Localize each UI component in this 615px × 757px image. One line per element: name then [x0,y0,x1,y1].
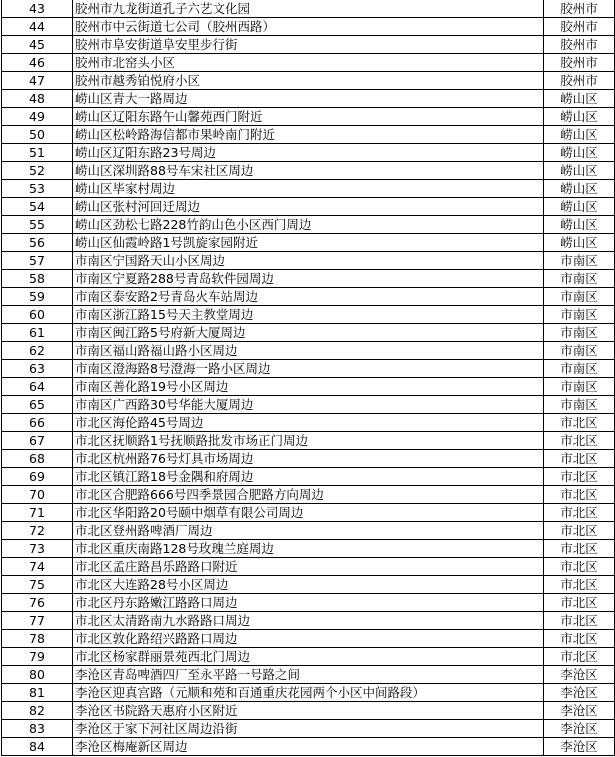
district-cell: 市南区 [544,252,615,270]
row-number-cell: 79 [2,648,73,666]
district-cell: 市北区 [544,522,615,540]
table-row [2,234,615,252]
row-number-cell: 82 [2,702,73,720]
district-cell: 市南区 [544,378,615,396]
location-cell: 李沧区于家下河社区周边沿街 [73,720,544,738]
row-number-cell: 67 [2,432,73,450]
row-number-cell: 83 [2,720,73,738]
table-row [2,252,615,270]
table-row [2,648,615,666]
location-cell: 市北区合肥路666号四季景园合肥路方向周边 [73,486,544,504]
table-row [2,576,615,594]
table-row [2,342,615,360]
table-row [2,432,615,450]
row-number-cell: 64 [2,378,73,396]
district-cell: 市南区 [544,324,615,342]
district-cell: 崂山区 [544,234,615,252]
location-cell: 李沧区梅庵新区周边 [73,738,544,756]
district-cell: 市南区 [544,270,615,288]
row-number-cell: 52 [2,162,73,180]
row-number-cell: 55 [2,216,73,234]
district-cell: 市北区 [544,630,615,648]
district-cell: 崂山区 [544,108,615,126]
district-cell: 市南区 [544,396,615,414]
district-cell: 市北区 [544,486,615,504]
location-cell: 市南区善化路19号小区周边 [73,378,544,396]
row-number-cell: 71 [2,504,73,522]
table-row [2,126,615,144]
row-number-cell: 75 [2,576,73,594]
location-cell: 市北区登州路啤酒厂周边 [73,522,544,540]
table-row [2,162,615,180]
location-cell: 市北区重庆南路128号玫瑰兰庭周边 [73,540,544,558]
row-number-cell: 63 [2,360,73,378]
table-row [2,216,615,234]
district-cell: 李沧区 [544,684,615,702]
location-cell: 李沧区书院路天惠府小区附近 [73,702,544,720]
district-cell: 市北区 [544,540,615,558]
table-row [2,324,615,342]
location-cell: 崂山区辽阳东路午山馨苑西门附近 [73,108,544,126]
location-cell: 市南区泰安路2号青岛火车站周边 [73,288,544,306]
table-row [2,540,615,558]
location-cell: 崂山区松岭路海信都市果岭南门附近 [73,126,544,144]
district-cell: 崂山区 [544,216,615,234]
district-cell: 市北区 [544,450,615,468]
location-cell: 市南区宁夏路288号青岛软件园周边 [73,270,544,288]
location-cell: 市北区太清路南九水路路口周边 [73,612,544,630]
location-cell: 市北区杭州路76号灯具市场周边 [73,450,544,468]
table-row [2,486,615,504]
district-cell: 李沧区 [544,720,615,738]
row-number-cell: 43 [2,0,73,18]
location-cell: 崂山区张村河回迁周边 [73,198,544,216]
row-number-cell: 50 [2,126,73,144]
location-cell: 市北区孟庄路昌乐路路口附近 [73,558,544,576]
row-number-cell: 81 [2,684,73,702]
location-cell: 胶州市九龙街道孔子六艺文化园 [73,0,544,18]
table-row [2,180,615,198]
table-row [2,522,615,540]
row-number-cell: 77 [2,612,73,630]
table-row [2,666,615,684]
row-number-cell: 58 [2,270,73,288]
location-cell: 市北区丹东路嫩江路路口周边 [73,594,544,612]
location-cell: 市南区广西路30号华能大厦周边 [73,396,544,414]
table-row [2,594,615,612]
table-row [2,144,615,162]
table-row [2,72,615,90]
row-number-cell: 65 [2,396,73,414]
district-cell: 市北区 [544,612,615,630]
location-cell: 市南区澄海路8号澄海一路小区周边 [73,360,544,378]
location-cell: 市北区海伦路45号周边 [73,414,544,432]
row-number-cell: 62 [2,342,73,360]
district-cell: 市南区 [544,306,615,324]
district-cell: 市北区 [544,594,615,612]
district-cell: 市北区 [544,576,615,594]
row-number-cell: 47 [2,72,73,90]
district-cell: 胶州市 [544,18,615,36]
location-cell: 市北区抚顺路1号抚顺路批发市场正门周边 [73,432,544,450]
table-row [2,378,615,396]
row-number-cell: 44 [2,18,73,36]
district-cell: 胶州市 [544,72,615,90]
table-row [2,90,615,108]
location-cell: 崂山区劲松七路228竹韵山色小区西门周边 [73,216,544,234]
district-cell: 李沧区 [544,738,615,756]
location-cell: 市南区浙江路15号天主教堂周边 [73,306,544,324]
locations-table [1,0,615,756]
row-number-cell: 54 [2,198,73,216]
row-number-cell: 73 [2,540,73,558]
location-cell: 李沧区迎真宫路（元顺和苑和百通重庆花园两个小区中间路段） [73,684,544,702]
row-number-cell: 74 [2,558,73,576]
table-row [2,18,615,36]
row-number-cell: 66 [2,414,73,432]
district-cell: 胶州市 [544,36,615,54]
district-cell: 崂山区 [544,144,615,162]
row-number-cell: 68 [2,450,73,468]
table-row [2,54,615,72]
table-row [2,414,615,432]
row-number-cell: 80 [2,666,73,684]
district-cell: 市北区 [544,468,615,486]
table-row [2,288,615,306]
table-row [2,270,615,288]
location-cell: 崂山区青大一路周边 [73,90,544,108]
table-body [2,0,615,756]
table-row [2,468,615,486]
district-cell: 崂山区 [544,180,615,198]
table-row [2,738,615,756]
table-row [2,36,615,54]
table-row [2,720,615,738]
district-cell: 崂山区 [544,198,615,216]
row-number-cell: 60 [2,306,73,324]
row-number-cell: 57 [2,252,73,270]
table-row [2,396,615,414]
table-row [2,558,615,576]
district-cell: 市北区 [544,648,615,666]
table-row [2,198,615,216]
table-row [2,306,615,324]
row-number-cell: 51 [2,144,73,162]
district-cell: 胶州市 [544,0,615,18]
row-number-cell: 78 [2,630,73,648]
district-cell: 崂山区 [544,162,615,180]
location-cell: 市北区杨家群丽景苑西北门周边 [73,648,544,666]
district-cell: 崂山区 [544,90,615,108]
location-cell: 市北区大连路28号小区周边 [73,576,544,594]
table-row [2,504,615,522]
district-cell: 市北区 [544,504,615,522]
row-number-cell: 45 [2,36,73,54]
location-cell: 胶州市阜安街道阜安里步行街 [73,36,544,54]
table-row [2,702,615,720]
row-number-cell: 48 [2,90,73,108]
table-row [2,450,615,468]
district-cell: 李沧区 [544,666,615,684]
row-number-cell: 56 [2,234,73,252]
row-number-cell: 49 [2,108,73,126]
row-number-cell: 76 [2,594,73,612]
table-row [2,108,615,126]
row-number-cell: 70 [2,486,73,504]
row-number-cell: 61 [2,324,73,342]
location-cell: 市南区福山路福山路小区周边 [73,342,544,360]
row-number-cell: 53 [2,180,73,198]
district-cell: 市北区 [544,432,615,450]
table-row [2,684,615,702]
district-cell: 市南区 [544,288,615,306]
row-number-cell: 46 [2,54,73,72]
row-number-cell: 72 [2,522,73,540]
location-cell: 市北区敦化路绍兴路路口周边 [73,630,544,648]
location-cell: 胶州市中云街道七公司（胶州西路） [73,18,544,36]
table-row [2,360,615,378]
location-cell: 崂山区毕家村周边 [73,180,544,198]
location-cell: 崂山区仙霞岭路1号凯旋家园附近 [73,234,544,252]
table-row [2,0,615,18]
table-row [2,612,615,630]
location-cell: 胶州市北窑头小区 [73,54,544,72]
district-cell: 胶州市 [544,54,615,72]
location-cell: 市北区镇江路18号金隅和府周边 [73,468,544,486]
district-cell: 市北区 [544,558,615,576]
district-cell: 崂山区 [544,126,615,144]
district-cell: 李沧区 [544,702,615,720]
district-cell: 市南区 [544,360,615,378]
row-number-cell: 69 [2,468,73,486]
location-cell: 市南区闽江路5号府新大厦周边 [73,324,544,342]
location-cell: 市北区华阳路20号颐中烟草有限公司周边 [73,504,544,522]
location-cell: 崂山区深圳路88号车宋社区周边 [73,162,544,180]
district-cell: 市北区 [544,414,615,432]
location-cell: 崂山区辽阳东路23号周边 [73,144,544,162]
location-cell: 李沧区青岛啤酒四厂至永平路一号路之间 [73,666,544,684]
table-row [2,630,615,648]
location-cell: 市南区宁国路天山小区周边 [73,252,544,270]
location-cell: 胶州市越秀铂悦府小区 [73,72,544,90]
row-number-cell: 59 [2,288,73,306]
row-number-cell: 84 [2,738,73,756]
district-cell: 市南区 [544,342,615,360]
